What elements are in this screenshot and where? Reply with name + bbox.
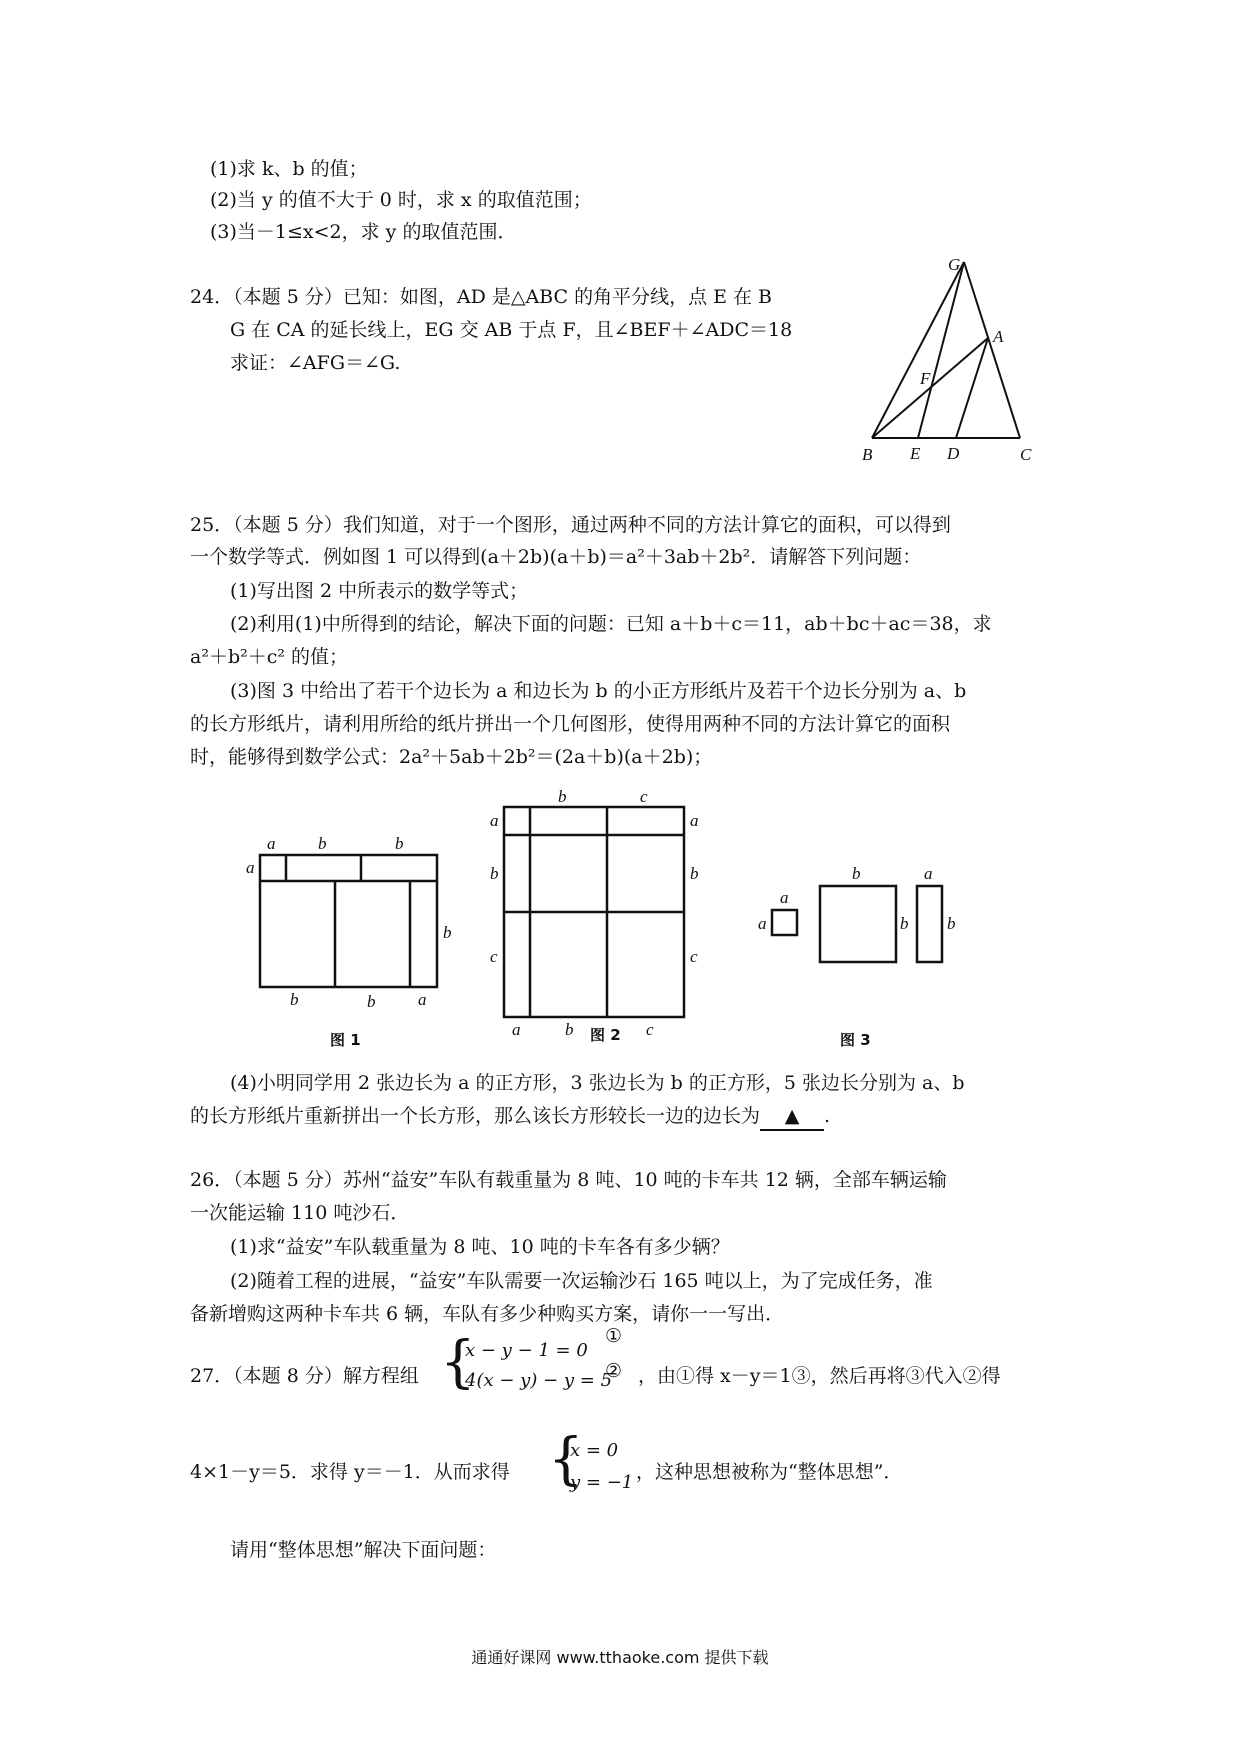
q25-line2: 一个数学等式．例如图 1 可以得到(a＋2b)(a＋b)＝a²＋3ab＋2b²．请解答下列问题：: [190, 546, 922, 568]
fig1-label-a-bottom: a: [418, 990, 427, 1009]
fig3-label-b-rect-right: b: [947, 914, 956, 933]
q25-part4a: (4)小明同学用 2 张边长为 a 的正方形，3 张边长为 b 的正方形，5 张边长分别为 a、b: [230, 1072, 965, 1094]
q25-line1: 25．（本题 5 分）我们知道，对于一个图形，通过两种不同的方法计算它的面积，可以得到: [190, 514, 951, 536]
q25-part4b: [190, 1103, 830, 1131]
fig2-label-b-right: b: [690, 864, 699, 883]
q27-line2-suffix: ，这种思想被称为“整体思想”．: [636, 1461, 903, 1483]
label-C: C: [1020, 445, 1032, 464]
fig3-label-a-small-top: a: [780, 888, 789, 907]
fig2-label-c-top: c: [640, 787, 648, 806]
fig2-label-b-bottom: b: [565, 1020, 574, 1039]
q24-line2: G 在 CA 的延长线上，EG 交 AB 于点 F，且∠BEF＋∠ADC＝18: [230, 319, 793, 341]
footer-source: 通通好课网 www.tthaoke.com 提供下载: [471, 1648, 769, 1667]
label-G: G: [948, 255, 961, 274]
q27-eq1: x − y − 1 = 0: [465, 1340, 588, 1361]
answer-blank: ▲: [760, 1103, 824, 1131]
fig1-label-b-top2: b: [395, 834, 404, 853]
q27-mark2: ②: [605, 1360, 623, 1382]
q23-part1: (1)求 k、b 的值；: [210, 158, 368, 180]
q25-part1: (1)写出图 2 中所表示的数学等式；: [230, 580, 529, 602]
fig1-label-a-top: a: [267, 834, 276, 853]
q25-part2b: a²＋b²＋c² 的值；: [190, 646, 349, 668]
fig2-caption: 图 2: [590, 1026, 621, 1044]
fig3-label-b-square-right: b: [900, 914, 909, 933]
q26-part2a: (2)随着工程的进展，“益安”车队需要一次运输沙石 165 吨以上，为了完成任务，准: [230, 1270, 933, 1292]
q25-part4b-end: .: [824, 1105, 831, 1127]
fig2-label-a-bottom: a: [512, 1020, 521, 1039]
q25-part3b: 的长方形纸片，请利用所给的纸片拼出一个几何图形，使得用两种不同的方法计算它的面积: [190, 713, 951, 735]
fig1-label-b-right: b: [443, 923, 452, 942]
fig3-label-b-square-top: b: [852, 864, 861, 883]
q27-middle: ，由①得 x－y＝1③，然后再将③代入②得: [638, 1365, 1001, 1387]
q25-part4b-text: 的长方形纸片重新拼出一个长方形，那么该长方形较长一边的边长为: [190, 1105, 761, 1127]
q26-part1: (1)求“益安”车队载重量为 8 吨、10 吨的卡车各有多少辆？: [230, 1236, 730, 1258]
fig2-label-b-left: b: [490, 864, 499, 883]
q24-line1: 24．（本题 5 分）已知：如图，AD 是△ABC 的角平分线，点 E 在 B: [190, 286, 773, 308]
q23-part2: (2)当 y 的值不大于 0 时，求 x 的取值范围；: [210, 189, 592, 211]
label-A: A: [993, 327, 1004, 346]
q24-line3: 求证：∠AFG＝∠G.: [230, 352, 401, 374]
q25-part3c: 时，能够得到数学公式：2a²＋5ab＋2b²＝(2a＋b)(a＋2b)；: [190, 746, 713, 768]
fig2-label-c-right: c: [690, 947, 698, 966]
q27-system-brace: {: [440, 1330, 476, 1395]
q23-part3: (3)当－1≤x<2，求 y 的取值范围．: [210, 221, 517, 243]
q27-mark1: ①: [605, 1325, 623, 1347]
q26-line1: 26．（本题 5 分）苏州“益安”车队有载重量为 8 吨、10 吨的卡车共 12 辆，全部车辆运输: [190, 1169, 947, 1191]
fig2-label-a-right: a: [690, 811, 699, 830]
fig3-caption: 图 3: [840, 1031, 871, 1049]
q25-figure-2: [480, 780, 735, 1045]
label-B: B: [862, 445, 873, 464]
fig3-label-a-rect-top: a: [924, 864, 933, 883]
fig1-caption: 图 1: [330, 1031, 361, 1049]
q27-line2-prefix: 4×1－y＝5．求得 y＝－1．从而求得: [190, 1461, 510, 1483]
fig2-label-b-top: b: [558, 787, 567, 806]
q25-figure-3: [750, 825, 975, 1050]
label-F: F: [920, 369, 931, 388]
q25-part2a: (2)利用(1)中所得到的结论，解决下面的问题：已知 a＋b＋c＝11，ab＋bc＋ac＝38，求: [230, 613, 992, 635]
fig1-label-b-bottom2: b: [367, 992, 376, 1011]
q27-sol2: y = −1: [570, 1472, 634, 1493]
fig3-label-a-small-left: a: [758, 914, 767, 933]
fig2-label-a-left: a: [490, 811, 499, 830]
fig2-label-c-bottom: c: [646, 1020, 654, 1039]
fig1-label-b-top1: b: [318, 834, 327, 853]
fig2-label-c-left: c: [490, 947, 498, 966]
label-D: D: [947, 444, 960, 463]
label-E: E: [910, 444, 921, 463]
q27-line3: 请用“整体思想”解决下面问题：: [230, 1539, 497, 1561]
fig1-label-b-bottom1: b: [290, 990, 299, 1009]
fig1-label-a-left: a: [246, 858, 255, 877]
q26-part2b: 备新增购这两种卡车共 6 辆，车队有多少种购买方案，请你一一写出．: [190, 1303, 785, 1325]
q27-eq2: 4(x − y) − y = 5: [465, 1370, 613, 1391]
q25-figure-1: [240, 825, 465, 1050]
q26-line2: 一次能运输 110 吨沙石．: [190, 1202, 410, 1224]
q25-part3a: (3)图 3 中给出了若干个边长为 a 和边长为 b 的小正方形纸片及若干个边长分别为 a、b: [230, 680, 967, 702]
q24-triangle-figure: [850, 250, 1050, 470]
q24-text-block: [190, 280, 855, 390]
q27-prefix: 27．（本题 8 分）解方程组: [190, 1365, 419, 1387]
q27-sol1: x = 0: [570, 1440, 619, 1461]
q27-solution-brace: {: [548, 1427, 584, 1492]
